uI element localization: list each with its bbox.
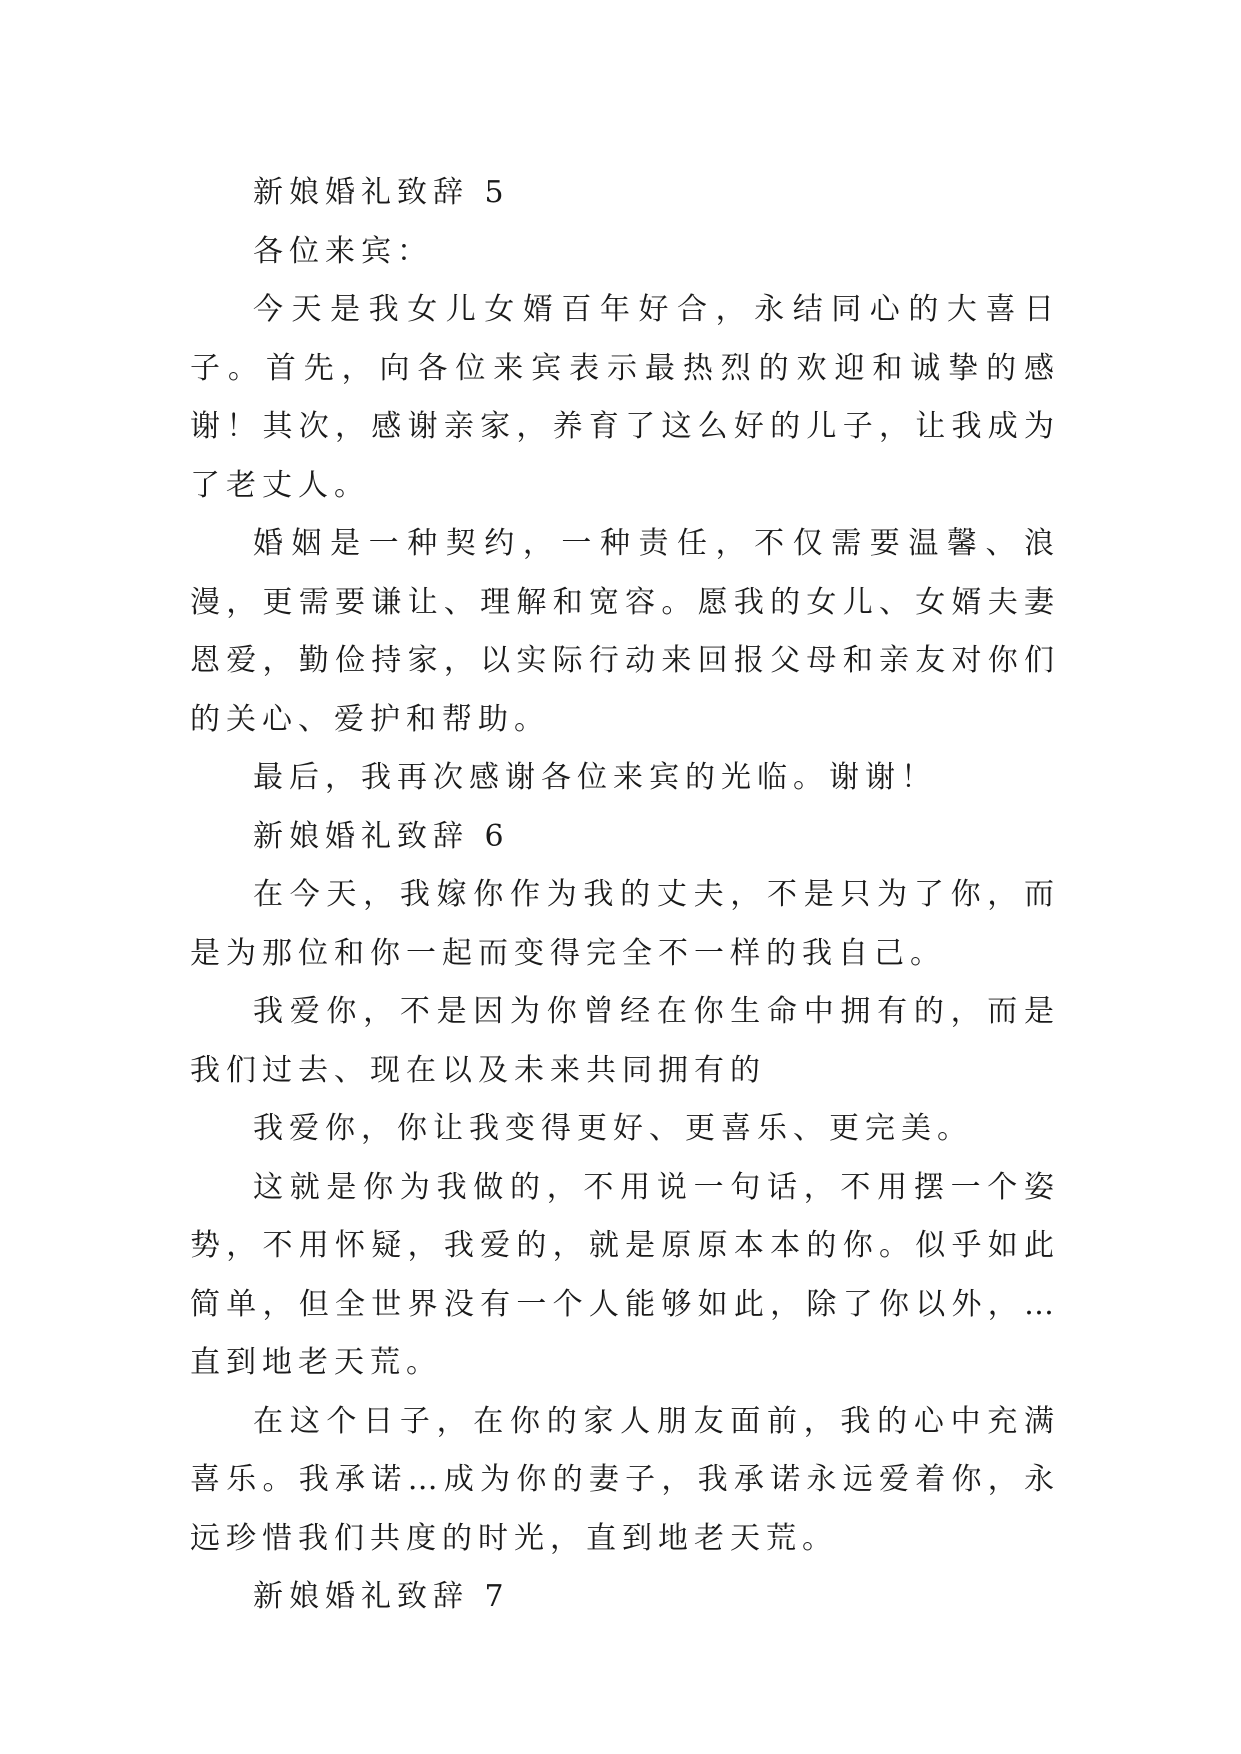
- body-paragraph: 这就是你为我做的，不用说一句话，不用摆一个姿势，不用怀疑，我爱的，就是原原本本的你。似乎如此简单，但全世界没有一个人能够如此，除了你以外，…直到地老天荒。: [190, 1169, 1060, 1380]
- body-paragraph: 在这个日子，在你的家人朋友面前，我的心中充满喜乐。我承诺…成为你的妻子，我承诺永远爱着你，永远珍惜我们共度的时光，直到地老天荒。: [190, 1403, 1060, 1556]
- section-heading-5: 新娘婚礼致辞 5: [253, 175, 510, 210]
- document-page: [190, 164, 1060, 1627]
- body-paragraph: 今天是我女儿女婿百年好合，永结同心的大喜日子。首先，向各位来宾表示最热烈的欢迎和诚挚的感谢！其次，感谢亲家，养育了这么好的儿子，让我成为了老丈人。: [190, 292, 1060, 503]
- body-paragraph: 婚姻是一种契约，一种责任，不仅需要温馨、浪漫，更需要谦让、理解和宽容。愿我的女儿、女婿夫妻恩爱，勤俭持家，以实际行动来回报父母和亲友对你们的关心、爱护和帮助。: [190, 526, 1060, 737]
- section-heading-7: 新娘婚礼致辞 7: [253, 1579, 510, 1614]
- body-paragraph: 最后，我再次感谢各位来宾的光临。谢谢！: [253, 760, 937, 795]
- section-heading-6: 新娘婚礼致辞 6: [253, 818, 510, 854]
- body-paragraph: 我爱你，你让我变得更好、更喜乐、更完美。: [253, 1111, 973, 1146]
- body-paragraph: 我爱你，不是因为你曾经在你生命中拥有的，而是我们过去、现在以及未来共同拥有的: [190, 994, 1060, 1088]
- body-paragraph: 在今天，我嫁你作为我的丈夫，不是只为了你，而是为那位和你一起而变得完全不一样的我自己。: [190, 877, 1060, 971]
- salutation: 各位来宾：: [253, 233, 433, 269]
